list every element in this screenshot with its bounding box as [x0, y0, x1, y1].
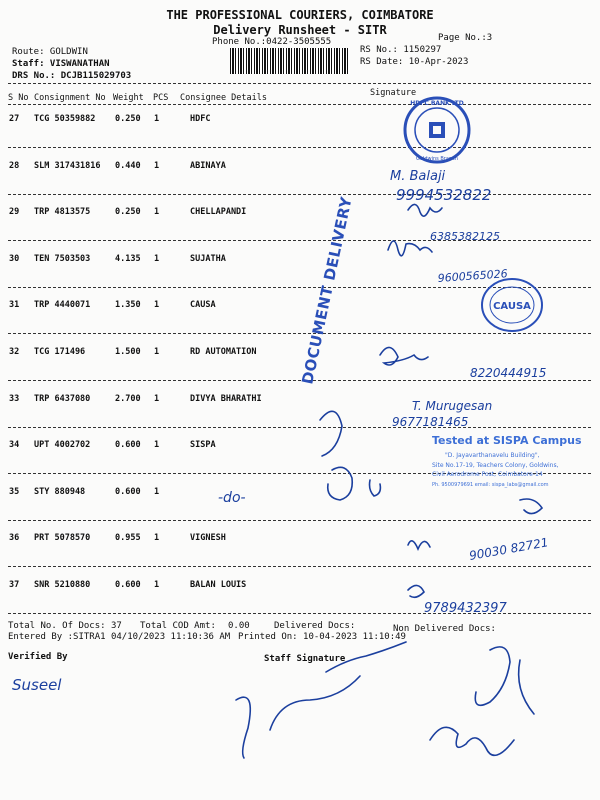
row-consignee: CHELLAPANDI: [190, 207, 247, 218]
hw-row33-text: T. Murugesan: [412, 399, 493, 413]
hw-row36-phone: 90030 82721: [468, 535, 550, 563]
total-cod-value: 0.00: [228, 621, 250, 631]
runsheet-title: Delivery Runsheet - SITR: [213, 23, 387, 37]
row-weight: 0.600: [115, 486, 141, 497]
row-consignment-no: TEN 7503503: [34, 253, 91, 264]
row-pcs: 1: [154, 393, 160, 404]
hw-row32-phone: 8220444915: [470, 366, 547, 380]
row-consignment-no: TRP 4813575: [34, 207, 91, 218]
row-consignee: VIGNESH: [190, 533, 226, 544]
sispa-line4: Ph. 9500979691 email: sispa_labs@gmail.com: [432, 482, 549, 488]
hw-row28-name: M. Balaji: [390, 169, 446, 184]
hw-row29-phone: 6385382125: [430, 230, 500, 243]
row-divider: [8, 566, 591, 567]
total-docs: Total No. Of Docs: 37: [8, 621, 122, 631]
non-delivered-docs: Non Delivered Docs:: [393, 624, 496, 634]
row-divider: [8, 473, 591, 474]
row-sno: 30: [9, 253, 20, 264]
verified-by: Verified By: [8, 652, 68, 662]
row-consignment-no: SNR 5210880: [34, 580, 91, 590]
route: Route: GOLDWIN: [12, 47, 88, 57]
row-consignee: CAUSA: [190, 300, 216, 311]
document-delivery-stamp: DOCUMENT DELIVERY: [298, 194, 356, 386]
row-divider: [8, 520, 591, 521]
col-sno: S No: [8, 93, 29, 103]
causa-stamp-text: CAUSA: [493, 301, 531, 312]
row-weight: 1.500: [115, 347, 141, 357]
row-weight: 0.955: [115, 533, 141, 544]
row-pcs: 1: [154, 347, 160, 357]
hw-row33-phone: 9677181465: [392, 415, 469, 429]
row-weight: 2.700: [115, 393, 141, 404]
row-sno: 29: [9, 207, 20, 218]
sispa-line2: Site No.17-19, Teachers Colony, Goldwins,: [432, 462, 559, 469]
phone-number: Phone No.:0422-3505555: [212, 37, 332, 47]
staff: Staff: VISWANATHAN: [12, 59, 110, 69]
col-signature: Signature: [370, 88, 417, 98]
row-consignee: DIVYA BHARATHI: [190, 393, 262, 404]
row-pcs: 1: [154, 580, 160, 590]
row-weight: 1.350: [115, 300, 141, 311]
hw-row37-phone: 9789432397: [424, 601, 507, 616]
row-sno: 31: [9, 300, 20, 311]
hdfc-stamp-bottom: Goldwins Branch: [416, 156, 458, 162]
rs-date: RS Date: 10-Apr-2023: [360, 57, 469, 67]
hw-row30-text: 9600565026: [437, 267, 509, 285]
row-pcs: 1: [154, 533, 160, 544]
row-consignment-no: UPT 4002702: [34, 440, 91, 451]
printed-on: Printed On: 10-04-2023 11:10:49: [238, 632, 406, 642]
row-divider: [8, 240, 591, 241]
row-divider: [8, 194, 591, 195]
row-consignment-no: TRP 4440071: [34, 300, 91, 311]
row-consignment-no: STY 880948: [34, 486, 86, 497]
row-divider: [8, 613, 591, 614]
row-pcs: 1: [154, 207, 160, 218]
row-consignee: BALAN LOUIS: [190, 580, 247, 590]
sispa-line1: "D. Jayavarthanavelu Building",: [445, 452, 540, 459]
row-sno: 32: [9, 347, 20, 357]
row-sno: 36: [9, 533, 20, 544]
hw-row28-phone: 9994532822: [396, 186, 492, 204]
row-pcs: 1: [154, 160, 160, 171]
hdfc-stamp-top: HDFC BANK LTD: [410, 100, 464, 107]
row-sno: 28: [9, 160, 20, 171]
row-weight: 0.600: [115, 580, 141, 590]
row-consignee: RD AUTOMATION: [190, 347, 257, 357]
total-cod-label: Total COD Amt:: [140, 621, 216, 631]
col-weight: Weight: [113, 93, 144, 103]
hw-row35-scribble: -do-: [218, 490, 246, 506]
row-sno: 27: [9, 114, 20, 124]
row-consignment-no: TRP 6437080: [34, 393, 91, 404]
row-divider: [8, 147, 591, 148]
delivered-docs: Delivered Docs:: [274, 621, 356, 631]
row-divider: [8, 287, 591, 288]
row-sno: 35: [9, 486, 20, 497]
row-pcs: 1: [154, 440, 160, 451]
row-consignment-no: TCG 171496: [34, 347, 86, 357]
entered-by: Entered By :SITRA1 04/10/2023 11:10:36 AM: [8, 632, 231, 642]
row-sno: 33: [9, 393, 20, 404]
row-pcs: 1: [154, 114, 160, 124]
row-consignee: ABINAYA: [190, 160, 226, 171]
col-consignee: Consignee Details: [180, 93, 267, 103]
row-divider: [8, 380, 591, 381]
row-pcs: 1: [154, 486, 160, 497]
staff-signature-label: Staff Signature: [264, 654, 346, 664]
row-divider: [8, 333, 591, 334]
row-weight: 4.135: [115, 253, 141, 264]
row-consignment-no: SLM 317431816: [34, 160, 101, 171]
divider: [8, 83, 591, 84]
row-sno: 37: [9, 580, 20, 590]
hdfc-stamp: [405, 98, 469, 162]
hw-verified-signature: Suseel: [12, 676, 62, 694]
row-pcs: 1: [154, 300, 160, 311]
row-consignee: SUJATHA: [190, 253, 226, 264]
divider: [8, 104, 591, 105]
row-consignee: HDFC: [190, 114, 211, 124]
page-number: Page No.:3: [438, 33, 493, 43]
row-weight: 0.250: [115, 114, 141, 124]
row-divider: [8, 427, 591, 428]
barcode: [230, 48, 350, 74]
row-consignment-no: PRT 5078570: [34, 533, 91, 544]
sispa-stamp: [432, 434, 582, 488]
row-consignment-no: TCG 50359882: [34, 114, 96, 124]
row-weight: 0.250: [115, 207, 141, 218]
col-consignment: Consignment No: [34, 93, 106, 103]
sispa-title: Tested at SISPA Campus: [432, 434, 582, 447]
row-consignee: SISPA: [190, 440, 216, 451]
company-title: THE PROFESSIONAL COURIERS, COIMBATORE: [166, 8, 434, 22]
row-pcs: 1: [154, 253, 160, 264]
sispa-line3: Civil Aerodrome Post, Coimbatore-14: [432, 471, 543, 478]
row-weight: 0.440: [115, 160, 141, 171]
row-weight: 0.600: [115, 440, 141, 451]
row-sno: 34: [9, 440, 20, 451]
drs-number: DRS No.: DCJB115029703: [12, 71, 132, 81]
rs-number: RS No.: 1150297: [360, 45, 442, 55]
col-pcs: PCS: [153, 93, 169, 103]
